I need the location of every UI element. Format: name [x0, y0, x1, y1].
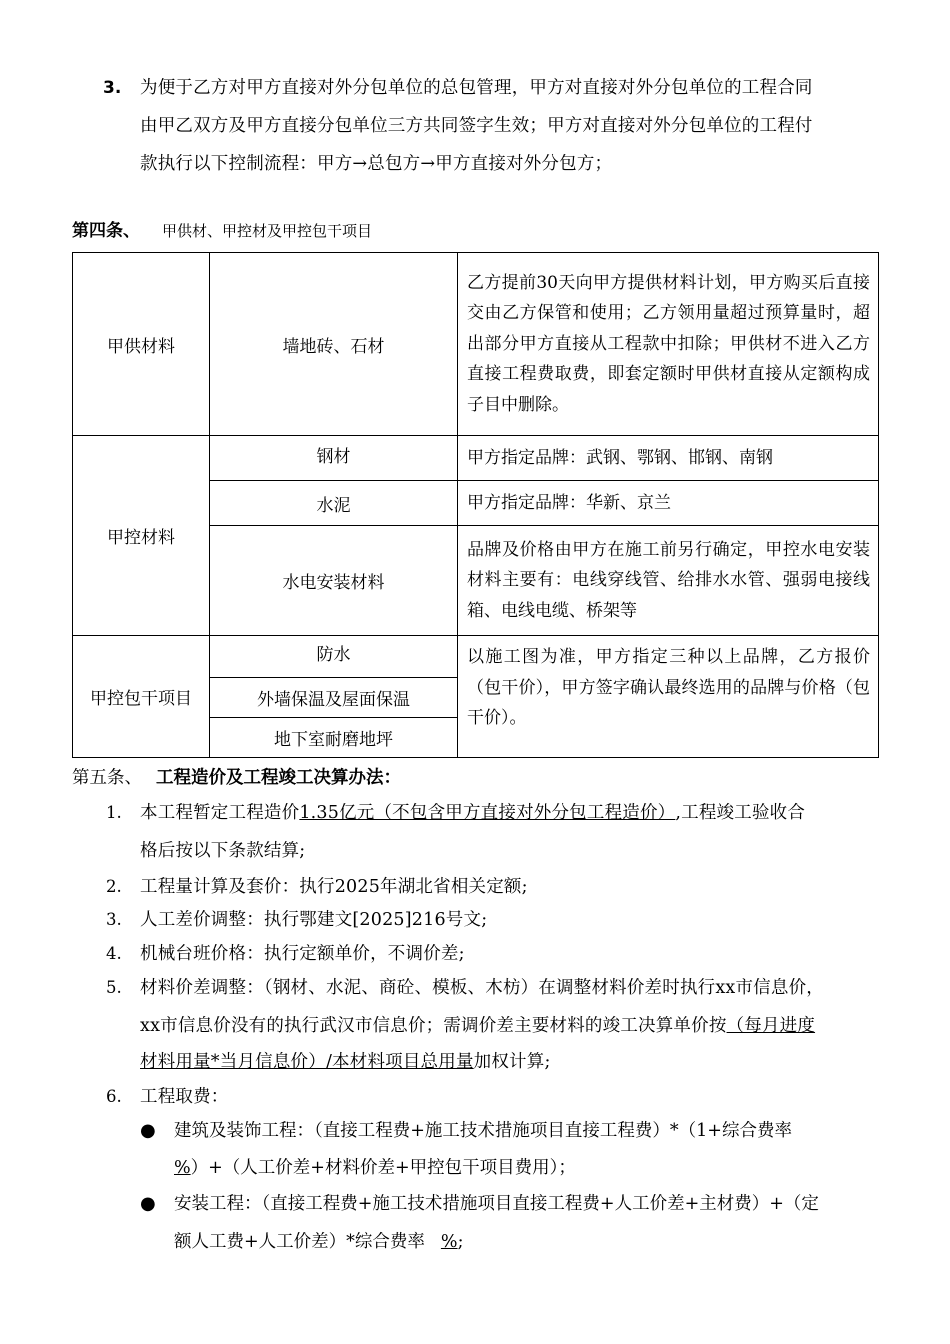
table-cell: 甲方指定品牌：华新、京兰: [458, 481, 879, 526]
list-item-continuation: 格后按以下条款结算;: [140, 841, 306, 861]
table-cell: 水泥: [210, 481, 458, 526]
table-row: [73, 253, 879, 436]
table-row: [73, 636, 879, 678]
list-item: 工程取费：: [140, 1087, 229, 1107]
bullet-item: 建筑及装饰工程：（直接工程费+施工技术措施项目直接工程费）*（1+综合费率: [174, 1121, 792, 1141]
list-item-continuation: [140, 1009, 815, 1043]
table-cell: 防水: [210, 636, 458, 678]
materials-table: [72, 252, 879, 758]
list-text: 本工程暂定工程造价: [140, 803, 300, 823]
article-title: 工程造价及工程竣工决算办法：: [156, 768, 401, 788]
bullet-icon: ●: [140, 1193, 156, 1214]
table-cell: 外墙保温及屋面保温: [210, 678, 458, 718]
bullet-item-continuation: [174, 1151, 576, 1185]
clause-line: 为便于乙方对甲方直接对外分包单位的总包管理，甲方对直接对外分包单位的工程合同: [140, 78, 813, 98]
table-cell: 地下室耐磨地坪: [210, 718, 458, 758]
list-item: 机械台班价格：执行定额单价，不调价差;: [140, 944, 465, 964]
table-cell: 甲供材料: [73, 253, 210, 436]
table-cell: 甲控材料: [73, 436, 210, 636]
article-title: 甲供材、甲控材及甲控包干项目: [162, 222, 373, 240]
list-item-continuation: [140, 1045, 551, 1079]
table-cell: 品牌及价格由甲方在施工前另行确定，甲控水电安装材料主要有：电线穿线管、给排水水管、强弱电接线箱、电线电缆、桥架等: [458, 526, 879, 636]
list-number: 2.: [106, 877, 122, 896]
list-item: 材料价差调整：（钢材、水泥、商砼、模板、木枋）在调整材料价差时执行xx市信息价，: [140, 978, 824, 998]
bullet-item-continuation: [174, 1225, 463, 1259]
list-item: 工程量计算及套价：执行2025年湖北省相关定额;: [140, 877, 528, 897]
bullet-icon: ●: [140, 1120, 156, 1141]
underlined-text: 1.35亿元（不包含甲方直接对外分包工程造价）: [299, 803, 676, 823]
clause-line: 款执行以下控制流程：甲方→总包方→甲方直接对外分包方；: [140, 154, 613, 174]
article-heading: [72, 763, 401, 793]
table-cell: 墙地砖、石材: [210, 253, 458, 436]
article-label: 第四条、: [72, 221, 140, 241]
list-item: [140, 796, 805, 830]
list-text: 额人工费+人工价差）*综合费率: [174, 1232, 425, 1252]
article-label: 第五条、: [72, 768, 142, 788]
list-number: 6.: [106, 1087, 122, 1106]
table-cell: 钢材: [210, 436, 458, 481]
table-cell: 以施工图为准，甲方指定三种以上品牌，乙方报价（包干价），甲方签字确认最终选用的品牌与价格（包干价）。: [458, 636, 879, 758]
table-cell: 乙方提前30天向甲方提供材料计划，甲方购买后直接交由乙方保管和使用；乙方领用量超过预算量时，超出部分甲方直接从工程款中扣除；甲供材不进入乙方直接工程费取费，即套定额时甲供材直接从定额构成子目中删除。: [458, 253, 879, 436]
table-row: [73, 436, 879, 481]
table-cell: 甲控包干项目: [73, 636, 210, 758]
table-cell: 甲方指定品牌：武钢、鄂钢、邯钢、南钢: [458, 436, 879, 481]
bullet-item: 安装工程：（直接工程费+施工技术措施项目直接工程费+人工价差+主材费）+（定: [174, 1194, 819, 1214]
underlined-text: %: [440, 1232, 458, 1252]
table-cell: 水电安装材料: [210, 526, 458, 636]
list-item: 人工差价调整：执行鄂建文[2025]216号文;: [140, 910, 488, 930]
clause-number: 3.: [103, 78, 122, 98]
underlined-text: 材料用量*当月信息价）/本材料项目总用量: [140, 1052, 474, 1072]
list-number: 5.: [106, 978, 122, 997]
article-heading: [72, 218, 372, 244]
list-number: 3.: [106, 910, 122, 929]
list-number: 4.: [106, 944, 122, 963]
clause-line: 由甲乙双方及甲方直接分包单位三方共同签字生效；甲方对直接对外分包单位的工程付: [140, 116, 813, 136]
list-text: ,工程竣工验收合: [675, 803, 806, 823]
list-text: ;: [457, 1232, 464, 1252]
list-text: ）+（人工价差+材料价差+甲控包干项目费用）；: [190, 1158, 576, 1178]
underlined-text: （每月进度: [726, 1016, 816, 1036]
list-text: xx市信息价没有的执行武汉市信息价；需调价差主要材料的竣工决算单价按: [140, 1016, 727, 1036]
list-text: 加权计算;: [473, 1052, 551, 1072]
list-number: 1.: [106, 803, 122, 822]
underlined-text: %: [174, 1158, 191, 1178]
